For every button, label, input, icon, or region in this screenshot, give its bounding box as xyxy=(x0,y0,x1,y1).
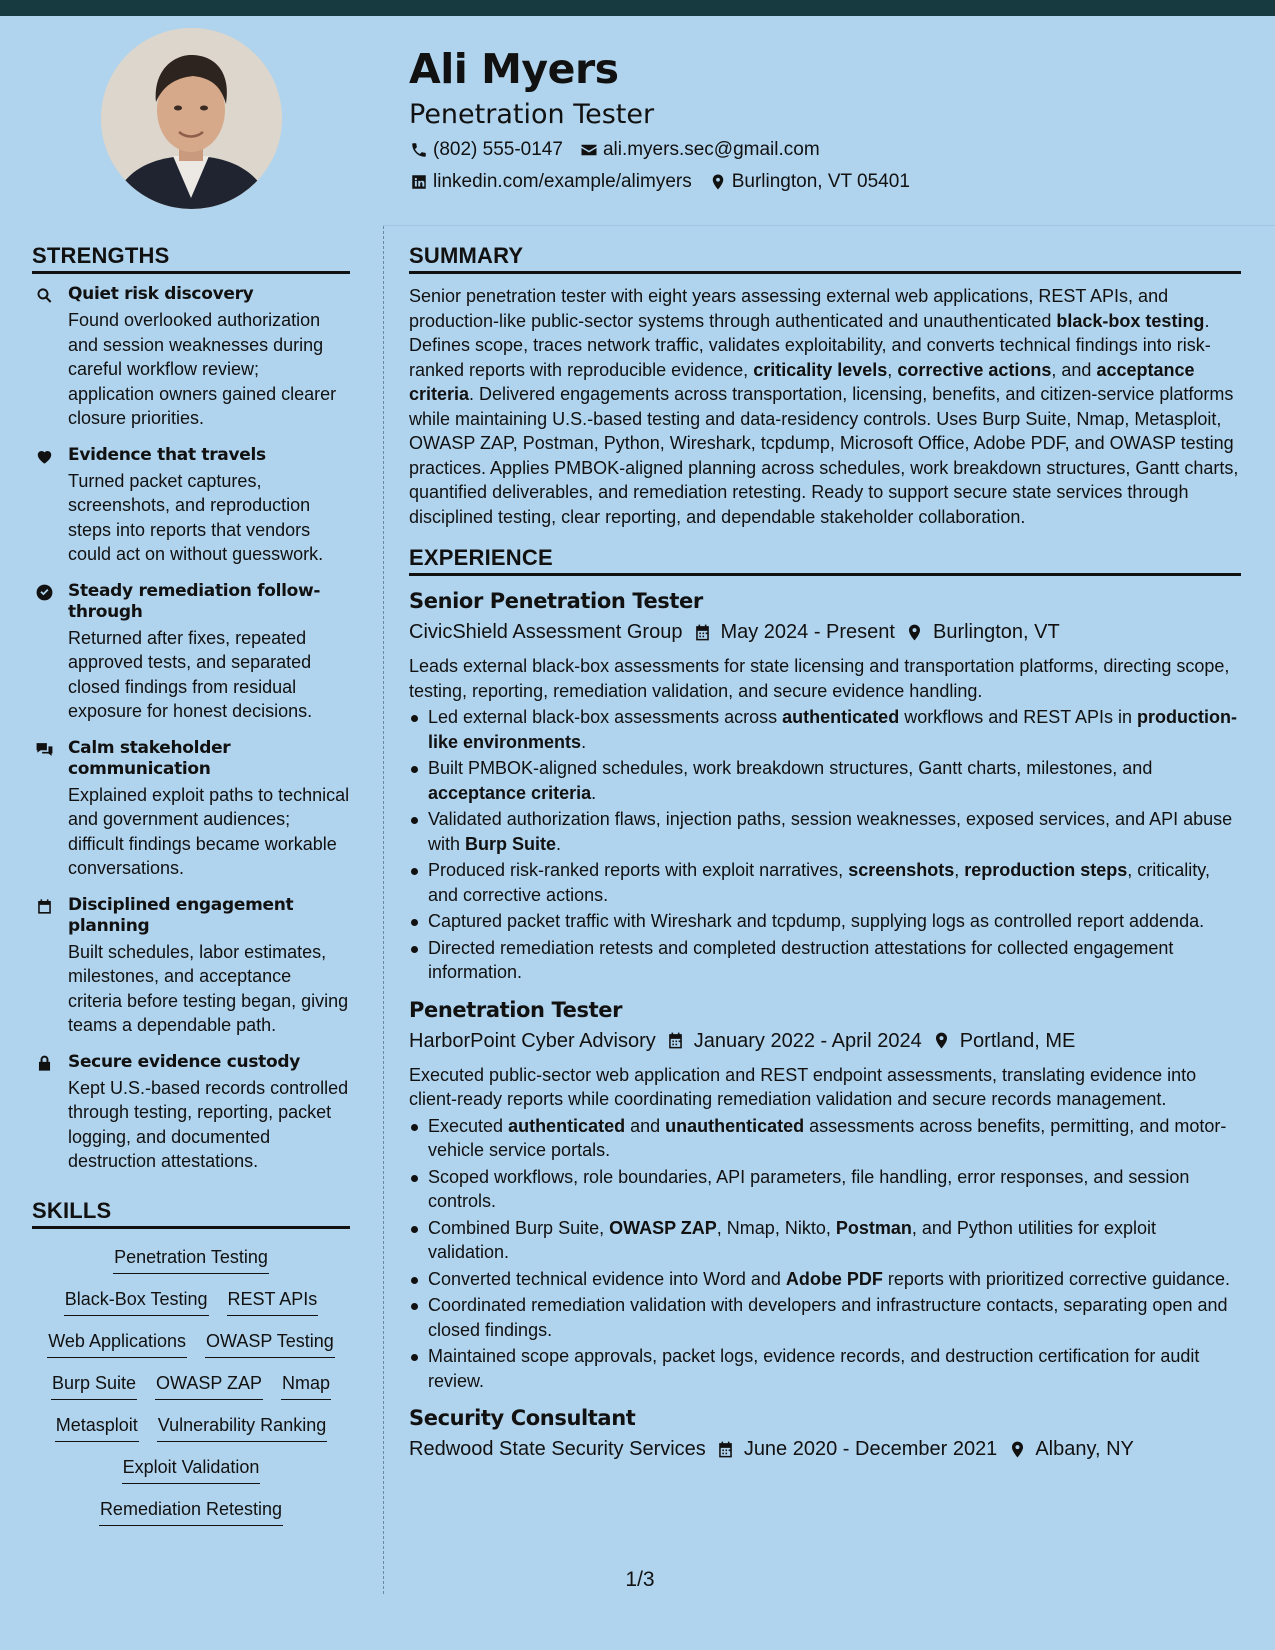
strength-body xyxy=(68,581,350,724)
candidate-title: Penetration Tester xyxy=(409,99,655,130)
text-segment: Senior penetration tester with eight years assessing external web applications, REST APIs, and production-like public-sector systems through authenticated and unauthenticated xyxy=(409,286,1169,331)
skills-row xyxy=(32,1497,350,1526)
bold-text: authenticated xyxy=(508,1115,626,1136)
dates-text: June 2020 - December 2021 xyxy=(743,1438,998,1460)
job-dates xyxy=(666,1025,922,1057)
summary-heading: SUMMARY xyxy=(409,241,1241,274)
skill-tag: Burp Suite xyxy=(51,1371,137,1400)
bold-text: acceptance criteria xyxy=(428,782,592,803)
bullet-item xyxy=(409,1267,1241,1292)
text-segment: . xyxy=(591,782,597,803)
text-segment: , xyxy=(887,359,898,380)
job-meta xyxy=(409,1025,1241,1057)
search-icon xyxy=(32,284,56,431)
bullet-item xyxy=(409,1165,1241,1214)
text-segment: Converted technical evidence into Word and xyxy=(428,1268,786,1289)
bullet-item xyxy=(409,1114,1241,1163)
text-segment: and xyxy=(625,1115,666,1136)
comments-icon xyxy=(32,738,56,881)
job-bullets xyxy=(409,1114,1241,1394)
top-accent-bar xyxy=(0,0,1275,16)
summary-text xyxy=(409,284,1241,529)
phone-text: (802) 555-0147 xyxy=(433,139,563,160)
skills-heading: SKILLS xyxy=(32,1196,350,1229)
job-entry xyxy=(409,586,1241,985)
resume-header xyxy=(409,40,1239,196)
email-text[interactable]: ali.myers.sec@gmail.com xyxy=(602,139,820,160)
text-segment: reports with prioritized corrective guidance. xyxy=(882,1268,1231,1289)
job-description: Executed public-sector web application and REST endpoint assessments, translating evidence into client-ready reports while coordinating remediation validation and secure records management. xyxy=(409,1064,1197,1109)
skill-tag: OWASP Testing xyxy=(205,1329,335,1358)
text-segment: . xyxy=(581,731,587,752)
text-segment: Maintained scope approvals, packet logs, evidence records, and destruction certification for audit review. xyxy=(428,1346,1200,1391)
contact-row-1 xyxy=(409,136,1239,164)
strength-title: Quiet risk discovery xyxy=(68,284,254,304)
job-entry xyxy=(409,995,1241,1394)
strength-title: Calm stakeholder communication xyxy=(68,737,231,779)
skill-tag: Nmap xyxy=(281,1371,331,1400)
job-location xyxy=(905,616,1060,648)
bold-text: screenshots xyxy=(848,860,955,880)
envelope-icon xyxy=(579,140,599,160)
bullet-item xyxy=(409,1216,1241,1265)
map-pin-icon xyxy=(932,1031,952,1051)
strength-description: Explained exploit paths to technical and government audiences; difficult findings became workable conversations. xyxy=(68,784,350,878)
text-segment: workflows and REST APIs in xyxy=(899,707,1137,727)
skill-tag: Metasploit xyxy=(55,1413,139,1442)
column-divider xyxy=(383,226,384,1594)
location-contact xyxy=(708,171,910,193)
phone-contact xyxy=(409,139,563,161)
calendar-icon xyxy=(666,1031,686,1051)
text-segment: Captured packet traffic with Wireshark and tcpdump, supplying logs as controlled report addenda. xyxy=(428,911,1205,931)
lock-icon xyxy=(32,1052,56,1174)
strength-item xyxy=(32,445,350,567)
bold-text: black-box testing xyxy=(1056,310,1205,331)
skill-tag: Exploit Validation xyxy=(122,1455,261,1484)
skills-row xyxy=(32,1413,350,1442)
skill-tag: REST APIs xyxy=(227,1287,319,1316)
strength-description: Turned packet captures, screenshots, and reproduction steps into reports that vendors could act on without guesswork. xyxy=(68,470,324,564)
text-segment: Validated authorization flaws, injection paths, session weaknesses, exposed services, and API abuse with xyxy=(428,809,1233,854)
candidate-name: Ali Myers xyxy=(409,45,619,93)
experience-heading: EXPERIENCE xyxy=(409,543,1241,576)
text-segment: assessments across benefits, permitting, and motor-vehicle service portals. xyxy=(428,1115,1227,1160)
skills-row xyxy=(32,1455,350,1484)
job-meta xyxy=(409,616,1241,648)
experience-list xyxy=(409,586,1241,1465)
text-segment: Built PMBOK-aligned schedules, work breakdown structures, Gantt charts, milestones, and xyxy=(428,758,1153,778)
job-description: Leads external black-box assessments for state licensing and transportation platforms, directing scope, testing, reporting, remediation validation, and secure evidence handling. xyxy=(409,656,1230,701)
company-name: HarborPoint Cyber Advisory xyxy=(409,1029,656,1052)
bullet-item xyxy=(409,705,1241,754)
skills-row xyxy=(32,1371,350,1400)
text-segment: . Delivered engagements across transportation, licensing, benefits, and citizen-service platforms while maintaining U.S.-based testing and data-residency controls. Uses Burp Suite, Nmap, Metasploit, OWASP ZAP, Postman, Python, Wireshark, tcpdump, Microsoft Office, Adobe PDF, and OWASP testing practices. Applies PMBOK-aligned planning across schedules, work breakdown structures, Gantt charts, quantified deliverables, and remediation retesting. Ready to support secure state services through disciplined testing, clear reporting, and dependable stakeholder collaboration. xyxy=(409,384,1239,527)
left-column xyxy=(32,241,350,1539)
strength-item xyxy=(32,1052,350,1174)
page-number: 1/3 xyxy=(625,1568,655,1591)
skill-tag: Web Applications xyxy=(47,1329,187,1358)
profile-photo xyxy=(101,28,282,209)
job-dates xyxy=(716,1433,998,1465)
skill-tag: Vulnerability Ranking xyxy=(157,1413,327,1442)
map-pin-icon xyxy=(1007,1439,1027,1459)
calendar-icon xyxy=(32,895,56,1038)
bold-text: Adobe PDF xyxy=(785,1268,883,1289)
job-dates xyxy=(692,616,895,648)
bold-text: Postman xyxy=(835,1217,912,1238)
job-role: Penetration Tester xyxy=(409,997,623,1022)
text-segment: Executed xyxy=(428,1115,509,1136)
strength-description: Kept U.S.-based records controlled through testing, reporting, packet logging, and documented destruction attestations. xyxy=(68,1077,349,1171)
skills-row xyxy=(32,1245,350,1274)
job-location xyxy=(932,1025,1076,1057)
text-segment: Directed remediation retests and completed destruction attestations for collected engagement information. xyxy=(428,937,1174,982)
text-segment: , xyxy=(954,860,965,880)
strength-title: Disciplined engagement planning xyxy=(68,894,294,936)
skill-tag: Remediation Retesting xyxy=(99,1497,283,1526)
bold-text: unauthenticated xyxy=(665,1115,805,1136)
bold-text: authenticated xyxy=(782,707,900,727)
heart-icon xyxy=(32,445,56,567)
location-text: Burlington, VT xyxy=(932,621,1060,643)
strength-description: Found overlooked authorization and session weaknesses during careful workflow review; application owners gained clearer closure priorities. xyxy=(68,310,337,428)
job-role: Security Consultant xyxy=(409,1406,636,1430)
job-meta xyxy=(409,1433,1241,1465)
map-pin-icon xyxy=(708,172,728,192)
job-bullets xyxy=(409,705,1241,985)
text-segment: , criticality, and corrective actions. xyxy=(428,860,1210,905)
text-segment: , and xyxy=(1051,359,1097,380)
bullet-item xyxy=(409,1344,1241,1393)
skill-tag: Black-Box Testing xyxy=(64,1287,209,1316)
strength-item xyxy=(32,895,350,1038)
strength-title: Secure evidence custody xyxy=(68,1051,301,1072)
job-location xyxy=(1007,1433,1134,1465)
job-role: Senior Penetration Tester xyxy=(409,589,703,613)
strength-body xyxy=(68,1052,350,1174)
company-name: CivicShield Assessment Group xyxy=(409,621,683,643)
bold-text: Burp Suite xyxy=(465,833,557,854)
text-segment: Scoped workflows, role boundaries, API parameters, file handling, error responses, and session controls. xyxy=(428,1166,1190,1211)
text-segment: Coordinated remediation validation with developers and infrastructure contacts, separating open and closed findings. xyxy=(428,1295,1228,1340)
bullet-item xyxy=(409,756,1241,805)
text-segment: Produced risk-ranked reports with exploit narratives, xyxy=(428,860,849,880)
text-segment: , and Python utilities for exploit validation. xyxy=(428,1217,1156,1262)
phone-icon xyxy=(409,140,429,160)
skill-tag: Penetration Testing xyxy=(113,1245,269,1274)
bullet-item xyxy=(409,858,1241,907)
skills-row xyxy=(32,1287,350,1316)
job-entry xyxy=(409,1403,1241,1465)
bullet-item xyxy=(409,936,1241,985)
company-name: Redwood State Security Services xyxy=(409,1438,706,1460)
text-segment: Combined Burp Suite, xyxy=(428,1217,610,1238)
map-pin-icon xyxy=(905,622,925,642)
strength-item xyxy=(32,284,350,431)
text-segment: Led external black-box assessments across xyxy=(428,707,783,727)
strength-description: Built schedules, labor estimates, milestones, and acceptance criteria before testing began, giving teams a dependable path. xyxy=(68,941,349,1035)
calendar-icon xyxy=(716,1439,736,1459)
strengths-list xyxy=(32,284,350,1174)
strength-body xyxy=(68,284,350,431)
bold-text: criticality levels xyxy=(753,359,888,380)
skills-list xyxy=(32,1239,350,1526)
strength-description: Returned after fixes, repeated approved tests, and separated closed findings from residual exposure for honest decisions. xyxy=(68,627,313,721)
location-text: Albany, NY xyxy=(1035,1438,1134,1460)
strengths-heading: STRENGTHS xyxy=(32,241,350,274)
bullet-item xyxy=(409,807,1241,856)
bold-text: OWASP ZAP xyxy=(609,1217,717,1238)
strength-title: Evidence that travels xyxy=(68,444,266,465)
bullet-item xyxy=(409,1293,1241,1342)
dates-text: January 2022 - April 2024 xyxy=(693,1029,922,1052)
strength-item xyxy=(32,738,350,881)
dates-text: May 2024 - Present xyxy=(720,621,895,643)
linkedin-contact[interactable] xyxy=(409,171,692,193)
skills-row xyxy=(32,1329,350,1358)
linkedin-text[interactable]: linkedin.com/example/alimyers xyxy=(433,171,692,192)
skill-tag: OWASP ZAP xyxy=(155,1371,263,1400)
header-divider xyxy=(383,225,1275,226)
strength-item xyxy=(32,581,350,724)
location-text: Portland, ME xyxy=(959,1029,1076,1052)
location-text: Burlington, VT 05401 xyxy=(731,171,910,192)
strength-body xyxy=(68,895,350,1038)
right-column xyxy=(409,241,1241,1471)
text-segment: . Defines scope, traces network traffic, validates exploitability, and converts technical findings into risk-ranked reports with reproducible evidence, xyxy=(409,310,1211,380)
calendar-icon xyxy=(692,622,712,642)
bold-text: production-like environments xyxy=(428,707,1237,752)
strength-body xyxy=(68,738,350,881)
strength-body xyxy=(68,445,350,567)
email-contact[interactable] xyxy=(579,139,820,161)
text-segment: . xyxy=(556,833,562,854)
check-circle-icon xyxy=(32,581,56,724)
bold-text: corrective actions xyxy=(897,359,1052,380)
linkedin-icon xyxy=(409,172,429,192)
bold-text: reproduction steps xyxy=(964,860,1128,880)
text-segment: , Nmap, Nikto, xyxy=(716,1217,836,1238)
bullet-item xyxy=(409,909,1241,934)
bold-text: acceptance criteria xyxy=(409,359,1195,404)
strength-title: Steady remediation follow-through xyxy=(68,580,321,622)
contact-row-2 xyxy=(409,168,1239,196)
